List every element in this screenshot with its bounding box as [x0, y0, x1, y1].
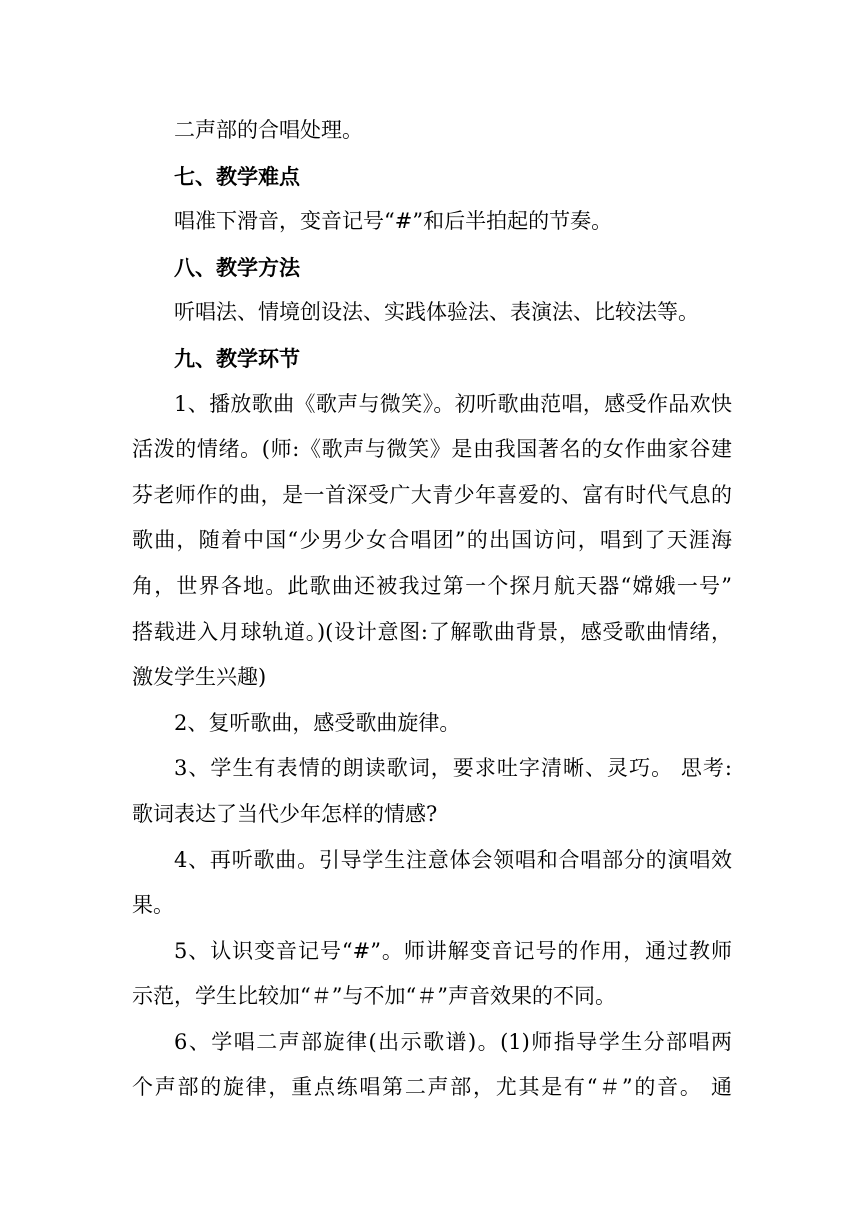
paragraph-line: 个声部的旋律，重点练唱第二声部，尤其是有“＃”的音。 通: [132, 1075, 732, 1100]
paragraph-line: 歌词表达了当代少年怎样的情感?: [132, 801, 438, 826]
section-heading: 八、教学方法: [174, 254, 300, 280]
paragraph-line: 角，世界各地。此歌曲还被我过第一个探月航天器“嫦娥一号”: [132, 573, 732, 598]
section-heading: 九、教学环节: [174, 345, 300, 371]
paragraph-line: 1、播放歌曲《歌声与微笑》。初听歌曲范唱，感受作品欢快: [174, 391, 732, 416]
paragraph-line: 5、认识变音记号“#”。师讲解变音记号的作用，通过教师: [174, 938, 732, 963]
section-heading: 七、教学难点: [174, 163, 300, 189]
paragraph-line: 果。: [132, 893, 174, 918]
document-page: [132, 108, 732, 1111]
paragraph-line: 6、学唱二声部旋律(出示歌谱)。(1)师指导学生分部唱两: [174, 1029, 732, 1054]
paragraph-line: 活泼的情绪。(师:《歌声与微笑》是由我国著名的女作曲家谷建: [132, 437, 732, 462]
paragraph-line: 搭载进入月球轨道。)(设计意图:了解歌曲背景，感受歌曲情绪，: [132, 619, 732, 644]
paragraph-line: 激发学生兴趣): [132, 665, 267, 690]
paragraph-line: 芬老师作的曲，是一首深受广大青少年喜爱的、富有时代气息的: [132, 482, 732, 507]
paragraph-line: 歌曲，随着中国“少男少女合唱团”的出国访问，唱到了天涯海: [132, 528, 732, 553]
paragraph-line: 唱准下滑音，变音记号“#”和后半拍起的节奏。: [174, 209, 613, 234]
paragraph-line: 3、学生有表情的朗读歌词，要求吐字清晰、灵巧。 思考:: [174, 756, 732, 781]
paragraph-line: 听唱法、情境创设法、实践体验法、表演法、比较法等。: [174, 300, 699, 325]
paragraph-line: 2、复听歌曲，感受歌曲旋律。: [174, 710, 461, 735]
paragraph-line: 二声部的合唱处理。: [174, 118, 363, 142]
paragraph-line: 4、再听歌曲。引导学生注意体会领唱和合唱部分的演唱效: [174, 847, 732, 872]
paragraph-line: 示范，学生比较加“＃”与不加“＃”声音效果的不同。: [132, 984, 616, 1009]
